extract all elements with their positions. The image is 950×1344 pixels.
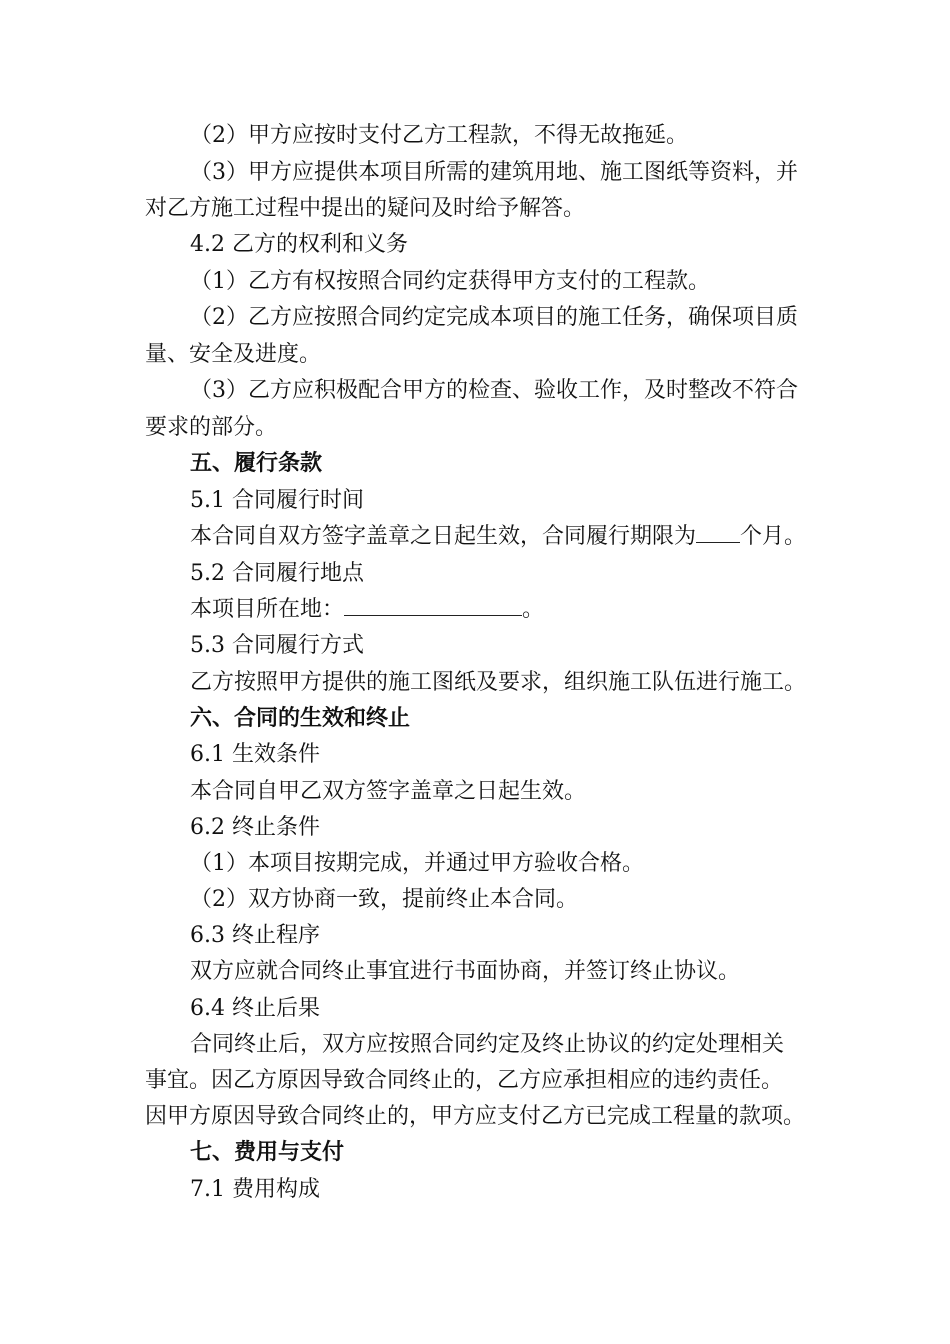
clause-5-2-heading: 5.2 合同履行地点: [190, 561, 364, 586]
clause-6-4-text-line-1: 合同终止后，双方应按照合同约定及终止协议的约定处理相关: [190, 1032, 785, 1057]
clause-6-2-item-2: （2）双方协商一致，提前终止本合同。: [190, 887, 578, 912]
clause-4-2-item-2-line-2: 量、安全及进度。: [145, 342, 322, 367]
clause-6-4-heading: 6.4 终止后果: [190, 996, 320, 1021]
section-5-heading: 五、履行条款: [190, 451, 323, 476]
term-months-blank: [696, 520, 740, 543]
clause-5-1-text: [190, 519, 815, 555]
clause-6-3-text: 双方应就合同终止事宜进行书面协商，并签订终止协议。: [190, 959, 741, 984]
clause-4-2-heading: 4.2 乙方的权利和义务: [190, 232, 408, 257]
clause-6-4-text-line-3: 因甲方原因导致合同终止的，甲方应支付乙方已完成工程量的款项。: [145, 1104, 806, 1129]
clause-4-1-item-3-line-1: （3）甲方应提供本项目所需的建筑用地、施工图纸等资料，并: [190, 160, 798, 185]
clause-5-3-heading: 5.3 合同履行方式: [190, 633, 364, 658]
clause-5-2-text-start: 本项目所在地：: [190, 597, 345, 622]
project-location-blank: [344, 593, 522, 616]
clause-5-1-text-start: 本合同自双方签字盖章之日起生效，合同履行期限为: [190, 524, 697, 549]
clause-6-3-heading: 6.3 终止程序: [190, 923, 320, 948]
clause-6-1-text: 本合同自甲乙双方签字盖章之日起生效。: [190, 779, 587, 804]
clause-5-2-text-end: 。: [522, 597, 545, 622]
clause-6-4-text-line-2: 事宜。因乙方原因导致合同终止的，乙方应承担相应的违约责任。: [145, 1068, 784, 1093]
clause-5-1-heading: 5.1 合同履行时间: [190, 488, 364, 513]
clause-5-1-text-end: 个月。: [740, 524, 807, 549]
clause-5-2-text: [190, 592, 815, 628]
clause-7-1-heading: 7.1 费用构成: [190, 1177, 320, 1202]
clause-4-1-item-3-line-2: 对乙方施工过程中提出的疑问及时给予解答。: [145, 196, 586, 221]
section-7-heading: 七、费用与支付: [190, 1140, 345, 1165]
clause-4-2-item-3-line-1: （3）乙方应积极配合甲方的检查、验收工作，及时整改不符合: [190, 378, 798, 403]
clause-4-1-item-2: （2）甲方应按时支付乙方工程款，不得无故拖延。: [190, 123, 688, 148]
clause-4-2-item-3-line-2: 要求的部分。: [145, 415, 278, 440]
clause-4-2-item-1: （1）乙方有权按照合同约定获得甲方支付的工程款。: [190, 269, 710, 294]
clause-6-2-heading: 6.2 终止条件: [190, 815, 320, 840]
clause-4-2-item-2-line-1: （2）乙方应按照合同约定完成本项目的施工任务，确保项目质: [190, 305, 798, 330]
clause-6-1-heading: 6.1 生效条件: [190, 742, 320, 767]
section-6-heading: 六、合同的生效和终止: [190, 706, 411, 731]
clause-5-3-text: 乙方按照甲方提供的施工图纸及要求，组织施工队伍进行施工。: [190, 670, 807, 695]
clause-6-2-item-1: （1）本项目按期完成，并通过甲方验收合格。: [190, 851, 644, 876]
